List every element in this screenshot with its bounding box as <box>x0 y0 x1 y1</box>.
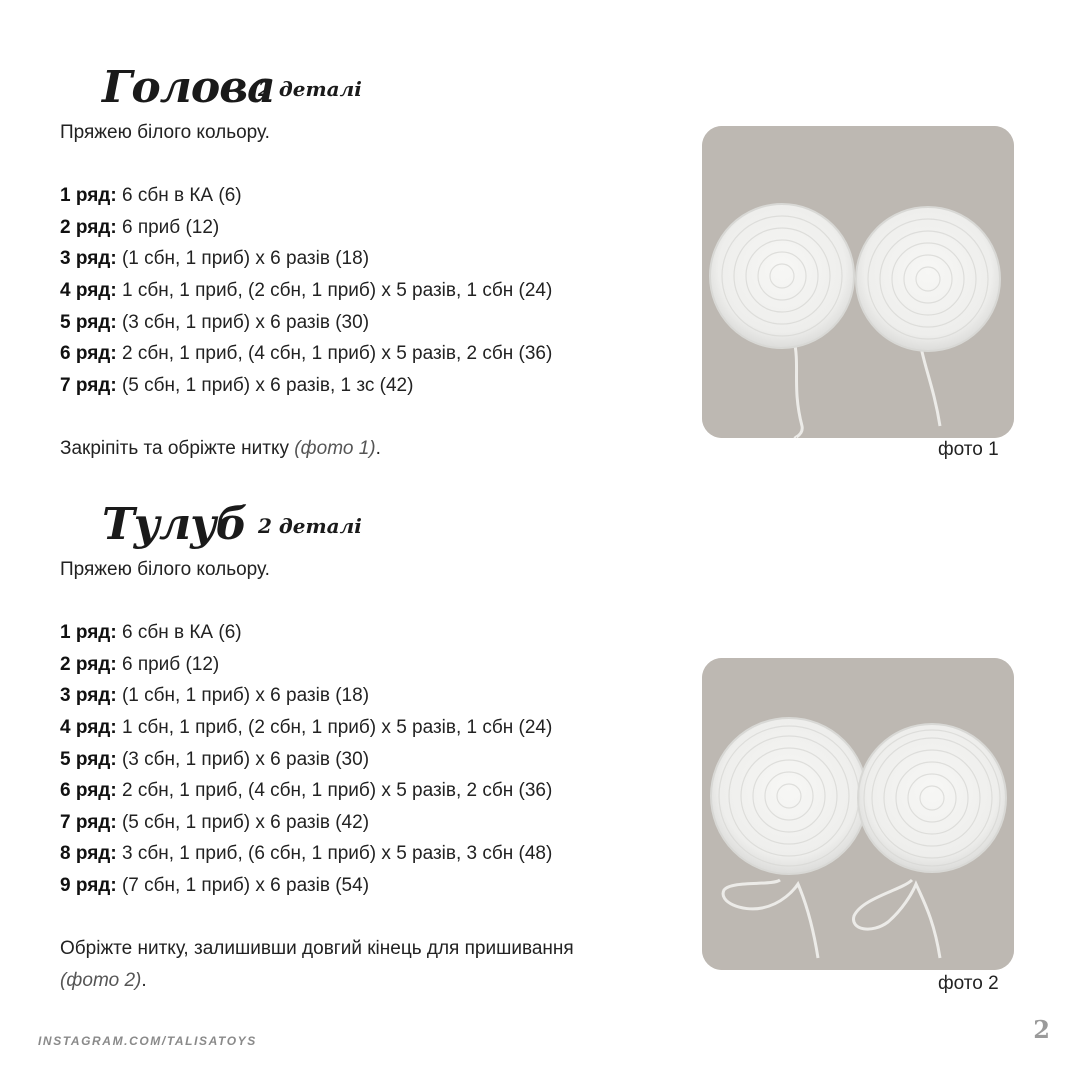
body-title: Тулуб <box>102 499 247 550</box>
row <box>60 212 680 244</box>
row-text: (1 сбн, 1 приб) х 6 разів (18) <box>121 248 370 270</box>
row-text: 6 приб (12) <box>121 216 220 238</box>
photo-2-caption: фото 2 <box>938 973 999 994</box>
row-text: 3 сбн, 1 приб, (6 сбн, 1 приб) х 5 разів, 3 сбн (48) <box>121 843 553 865</box>
row-text: (3 сбн, 1 приб) х 6 разів (30) <box>121 311 370 333</box>
row-text: 2 сбн, 1 приб, (4 сбн, 1 приб) х 5 разів, 2 сбн (36) <box>121 343 553 365</box>
row-label: 1 ряд: <box>60 622 117 644</box>
photo-1-caption: фото 1 <box>938 439 999 460</box>
row <box>60 712 680 744</box>
row-label: 7 ряд: <box>60 374 117 396</box>
row-text: 1 сбн, 1 приб, (2 сбн, 1 приб) х 5 разів, 1 сбн (24) <box>121 716 553 738</box>
page-number: 2 <box>1033 1015 1050 1044</box>
row-label: 2 ряд: <box>60 653 117 675</box>
head-rows <box>60 180 680 401</box>
row-label: 4 ряд: <box>60 279 117 301</box>
row <box>60 838 680 870</box>
row <box>60 338 680 370</box>
row-label: 2 ряд: <box>60 216 117 238</box>
row-text: (7 сбн, 1 приб) х 6 разів (54) <box>121 874 370 896</box>
instagram-credit: INSTAGRAM.COM/TALISATOYS <box>38 1034 257 1048</box>
row-label: 6 ряд: <box>60 343 117 365</box>
photo-2 <box>702 658 1014 970</box>
row-label: 1 ряд: <box>60 185 117 207</box>
row-label: 6 ряд: <box>60 780 117 802</box>
row <box>60 617 680 649</box>
row <box>60 680 680 712</box>
head-section <box>60 60 680 465</box>
row <box>60 370 680 402</box>
row-label: 8 ряд: <box>60 843 117 865</box>
body-intro: Пряжею білого кольору. <box>60 559 270 580</box>
row <box>60 275 680 307</box>
head-finish <box>60 433 680 465</box>
head-count: 2 деталі <box>258 77 362 101</box>
head-intro: Пряжею білого кольору. <box>60 122 270 143</box>
photo-ref: (фото 2) <box>60 969 142 991</box>
finish-text: Закріпіть та обріжте нитку <box>60 437 295 459</box>
row <box>60 807 680 839</box>
finish-end: . <box>375 437 381 459</box>
row <box>60 649 680 681</box>
body-rows <box>60 617 680 901</box>
photo-ref: (фото 1) <box>294 437 376 459</box>
row <box>60 744 680 776</box>
row-label: 3 ряд: <box>60 248 117 270</box>
body-finish: Обріжте нитку, залишивши довгий кінець для пришивання <box>60 938 574 960</box>
row <box>60 775 680 807</box>
head-header <box>60 60 680 116</box>
row-text: 6 сбн в КА (6) <box>121 622 242 644</box>
row-text: (5 сбн, 1 приб) х 6 разів, 1 зс (42) <box>121 374 414 396</box>
head-title: Голова <box>102 62 275 113</box>
body-finish-ref-line <box>60 965 680 997</box>
row-text: 6 приб (12) <box>121 653 220 675</box>
row-text: (3 сбн, 1 приб) х 6 разів (30) <box>121 748 370 770</box>
finish-end: . <box>141 969 147 991</box>
row <box>60 307 680 339</box>
row-label: 3 ряд: <box>60 685 117 707</box>
row-label: 9 ряд: <box>60 874 117 896</box>
row-label: 5 ряд: <box>60 311 117 333</box>
row-label: 5 ряд: <box>60 748 117 770</box>
row-text: (5 сбн, 1 приб) х 6 разів (42) <box>121 811 370 833</box>
row <box>60 870 680 902</box>
row-label: 4 ряд: <box>60 716 117 738</box>
photo-1 <box>702 126 1014 438</box>
row <box>60 180 680 212</box>
row-label: 7 ряд: <box>60 811 117 833</box>
row <box>60 243 680 275</box>
row-text: 1 сбн, 1 приб, (2 сбн, 1 приб) х 5 разів, 1 сбн (24) <box>121 279 553 301</box>
body-count: 2 деталі <box>258 514 362 538</box>
body-section <box>60 497 680 996</box>
row-text: 2 сбн, 1 приб, (4 сбн, 1 приб) х 5 разів, 2 сбн (36) <box>121 780 553 802</box>
row-text: (1 сбн, 1 приб) х 6 разів (18) <box>121 685 370 707</box>
body-header <box>60 497 680 553</box>
row-text: 6 сбн в КА (6) <box>121 185 242 207</box>
